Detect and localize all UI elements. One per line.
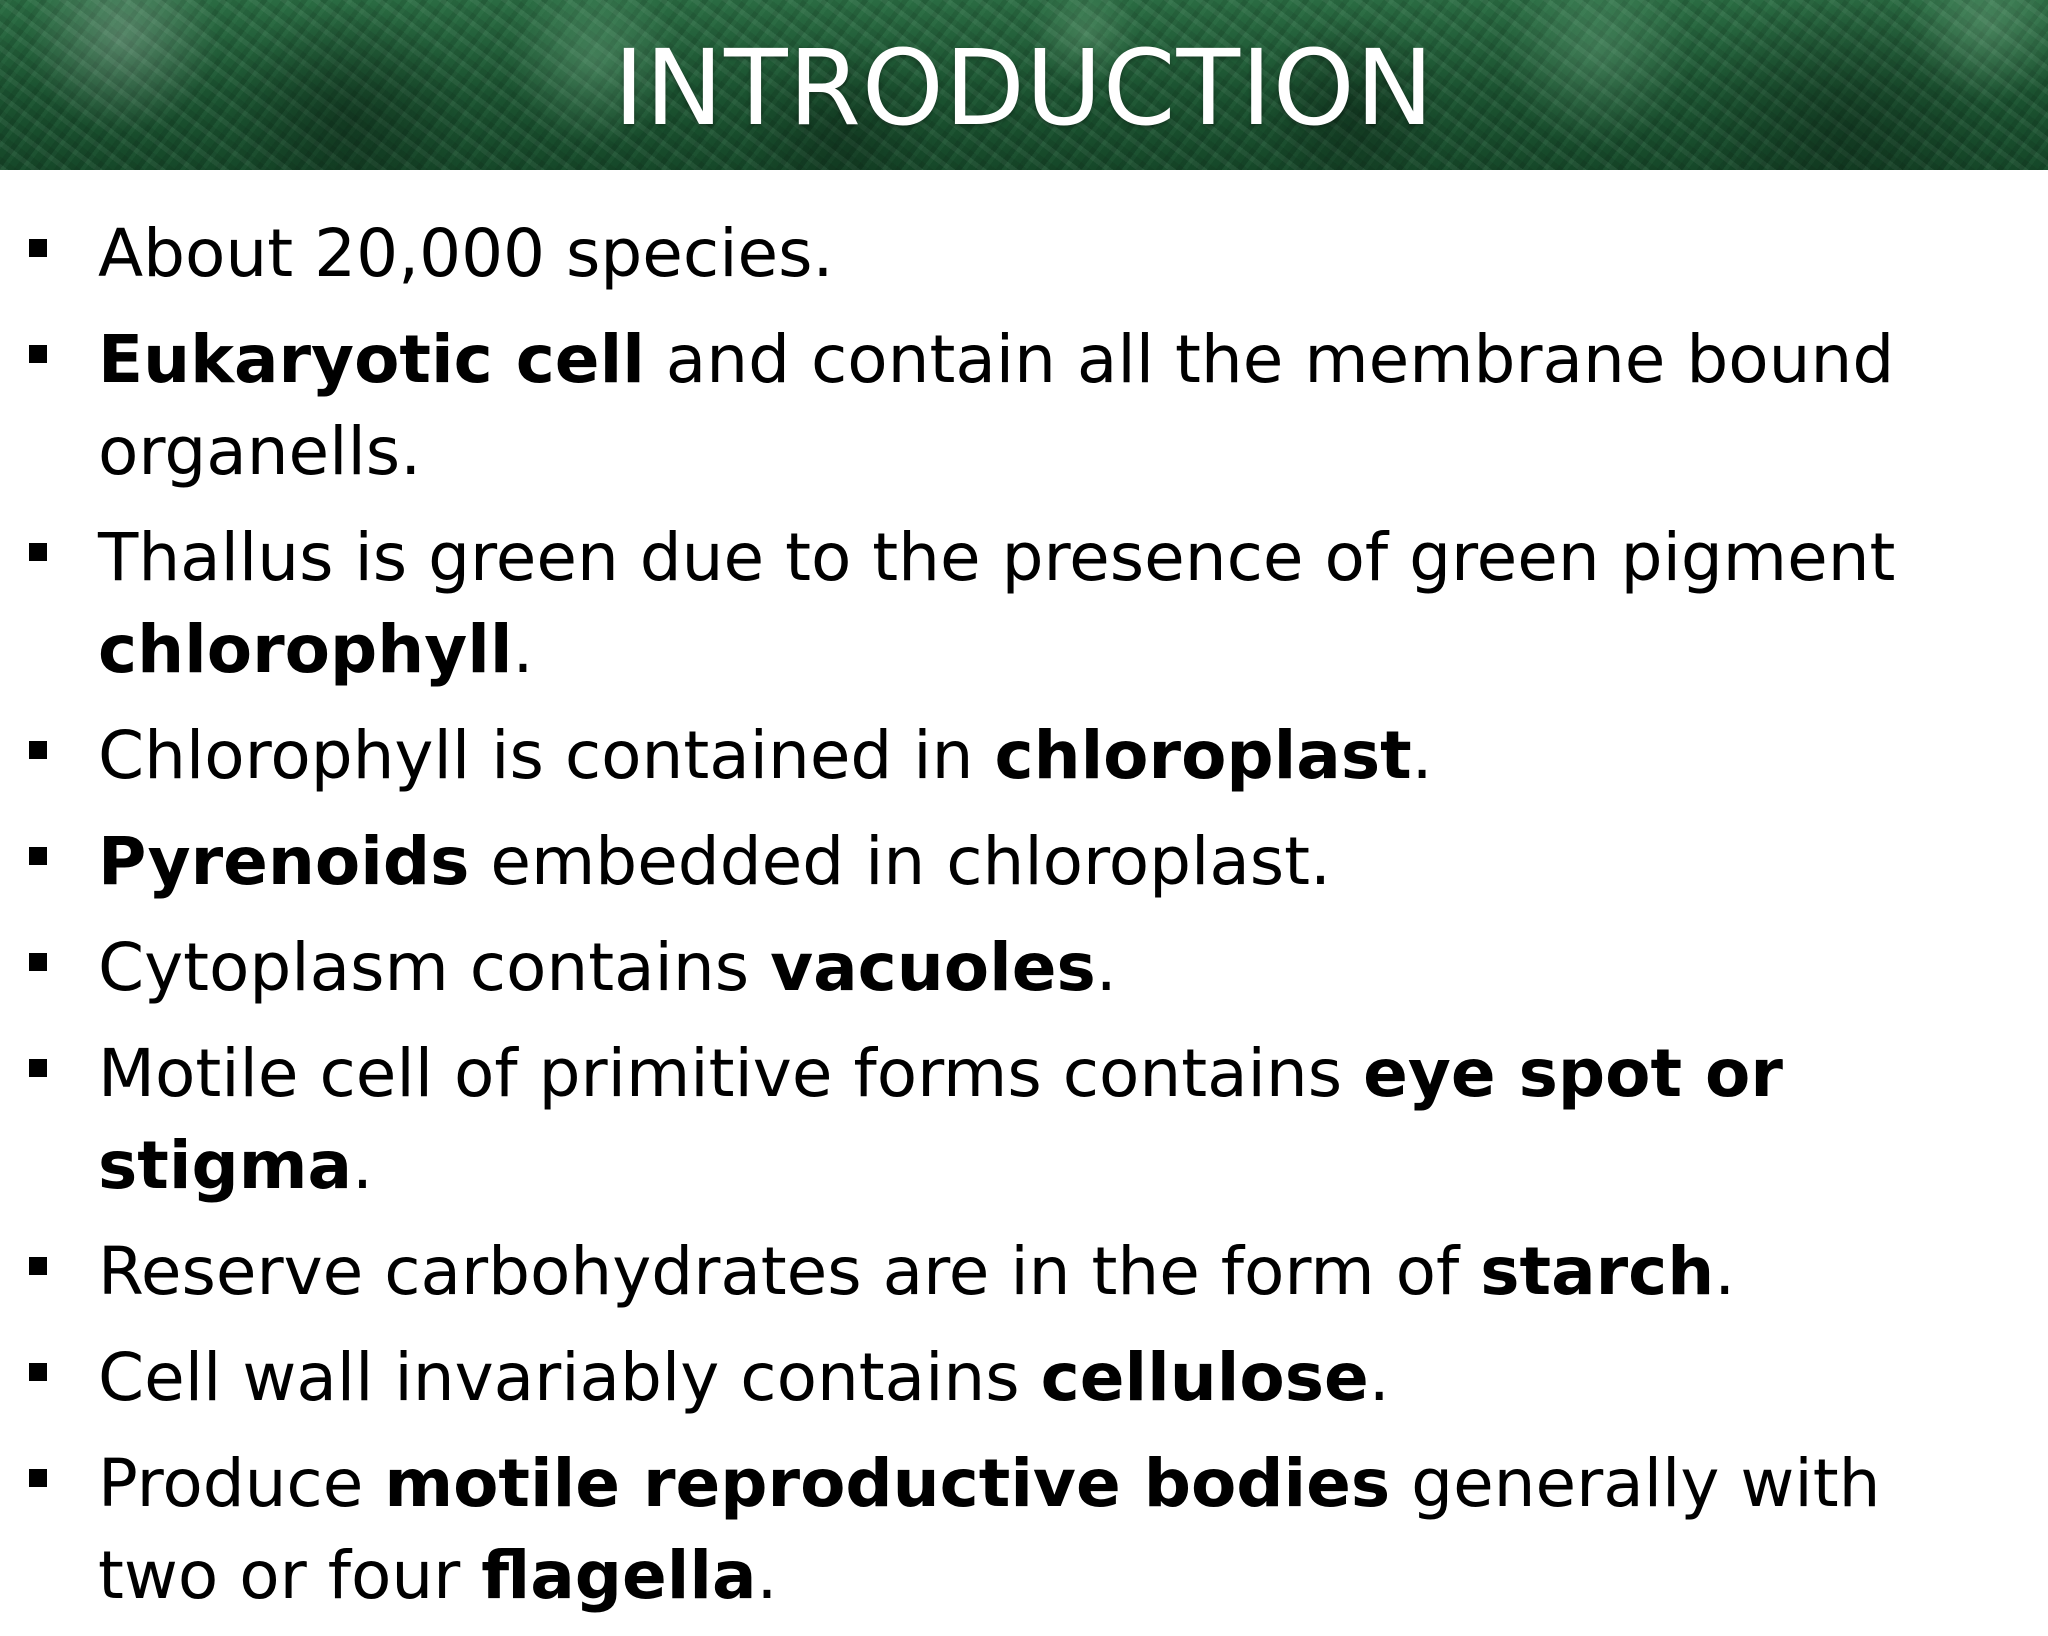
text-segment: Cytoplasm contains xyxy=(98,929,771,1006)
list-item xyxy=(0,314,2048,498)
text-segment: . xyxy=(512,611,534,688)
bullet-text xyxy=(98,321,1894,490)
bold-term: Eukaryotic cell xyxy=(98,321,645,398)
text-segment: Produce xyxy=(98,1445,385,1522)
text-segment: Reserve carbohydrates are in the form of xyxy=(98,1233,1481,1310)
bold-term: cellulose xyxy=(1040,1339,1369,1416)
square-bullet-icon xyxy=(29,1257,47,1275)
bullet-list xyxy=(0,208,2048,1636)
bullet-text xyxy=(98,215,834,292)
bullet-text xyxy=(98,1035,1783,1204)
square-bullet-icon xyxy=(29,1059,47,1077)
text-segment: generally with two or four xyxy=(98,1445,1881,1614)
square-bullet-icon xyxy=(29,543,47,561)
bold-term: Pyrenoids xyxy=(98,823,470,900)
text-segment: . xyxy=(1714,1233,1736,1310)
list-item xyxy=(0,1226,2048,1318)
text-segment: . xyxy=(352,1127,373,1204)
bold-term: starch xyxy=(1480,1233,1715,1310)
bullet-text xyxy=(98,1339,1390,1416)
bullet-text xyxy=(98,823,1331,900)
bold-term: eye spot or stigma xyxy=(98,1035,1783,1204)
bold-term: chlorophyll xyxy=(98,611,513,688)
bold-term: chloroplast xyxy=(994,717,1412,794)
text-segment: and contain all the membrane bound organells. xyxy=(98,321,1895,490)
list-item xyxy=(0,1438,2048,1622)
bullet-text xyxy=(98,1233,1735,1310)
list-item xyxy=(0,710,2048,802)
list-item xyxy=(0,1028,2048,1212)
text-segment: . xyxy=(1411,717,1433,794)
list-item xyxy=(0,1332,2048,1424)
bullet-text xyxy=(98,1445,1880,1614)
square-bullet-icon xyxy=(29,1363,47,1381)
bold-term: flagella xyxy=(481,1537,757,1614)
list-item xyxy=(0,512,2048,696)
text-segment: . xyxy=(1095,929,1117,1006)
text-segment: Cell wall invariably contains xyxy=(98,1339,1041,1416)
list-item xyxy=(0,208,2048,300)
text-segment: . xyxy=(1368,1339,1390,1416)
bullet-text xyxy=(98,519,1895,688)
text-segment: Chlorophyll is contained in xyxy=(98,717,995,794)
header-banner xyxy=(0,0,2048,170)
text-segment: embedded in chloroplast. xyxy=(469,823,1332,900)
list-item xyxy=(0,922,2048,1014)
text-segment: . xyxy=(756,1537,778,1614)
square-bullet-icon xyxy=(29,741,47,759)
text-segment: Motile cell of primitive forms contains xyxy=(98,1035,1364,1112)
bold-term: motile reproductive bodies xyxy=(384,1445,1391,1522)
bold-term: vacuoles xyxy=(770,929,1096,1006)
list-item xyxy=(0,816,2048,908)
square-bullet-icon xyxy=(29,953,47,971)
square-bullet-icon xyxy=(29,847,47,865)
text-segment: About 20,000 species. xyxy=(98,215,834,292)
square-bullet-icon xyxy=(29,345,47,363)
page-title: INTRODUCTION xyxy=(613,27,1435,149)
text-segment: Thallus is green due to the presence of green pigment xyxy=(98,519,1896,596)
square-bullet-icon xyxy=(29,1469,47,1487)
bullet-text xyxy=(98,929,1117,1006)
bullet-text xyxy=(98,717,1433,794)
square-bullet-icon xyxy=(29,239,47,257)
